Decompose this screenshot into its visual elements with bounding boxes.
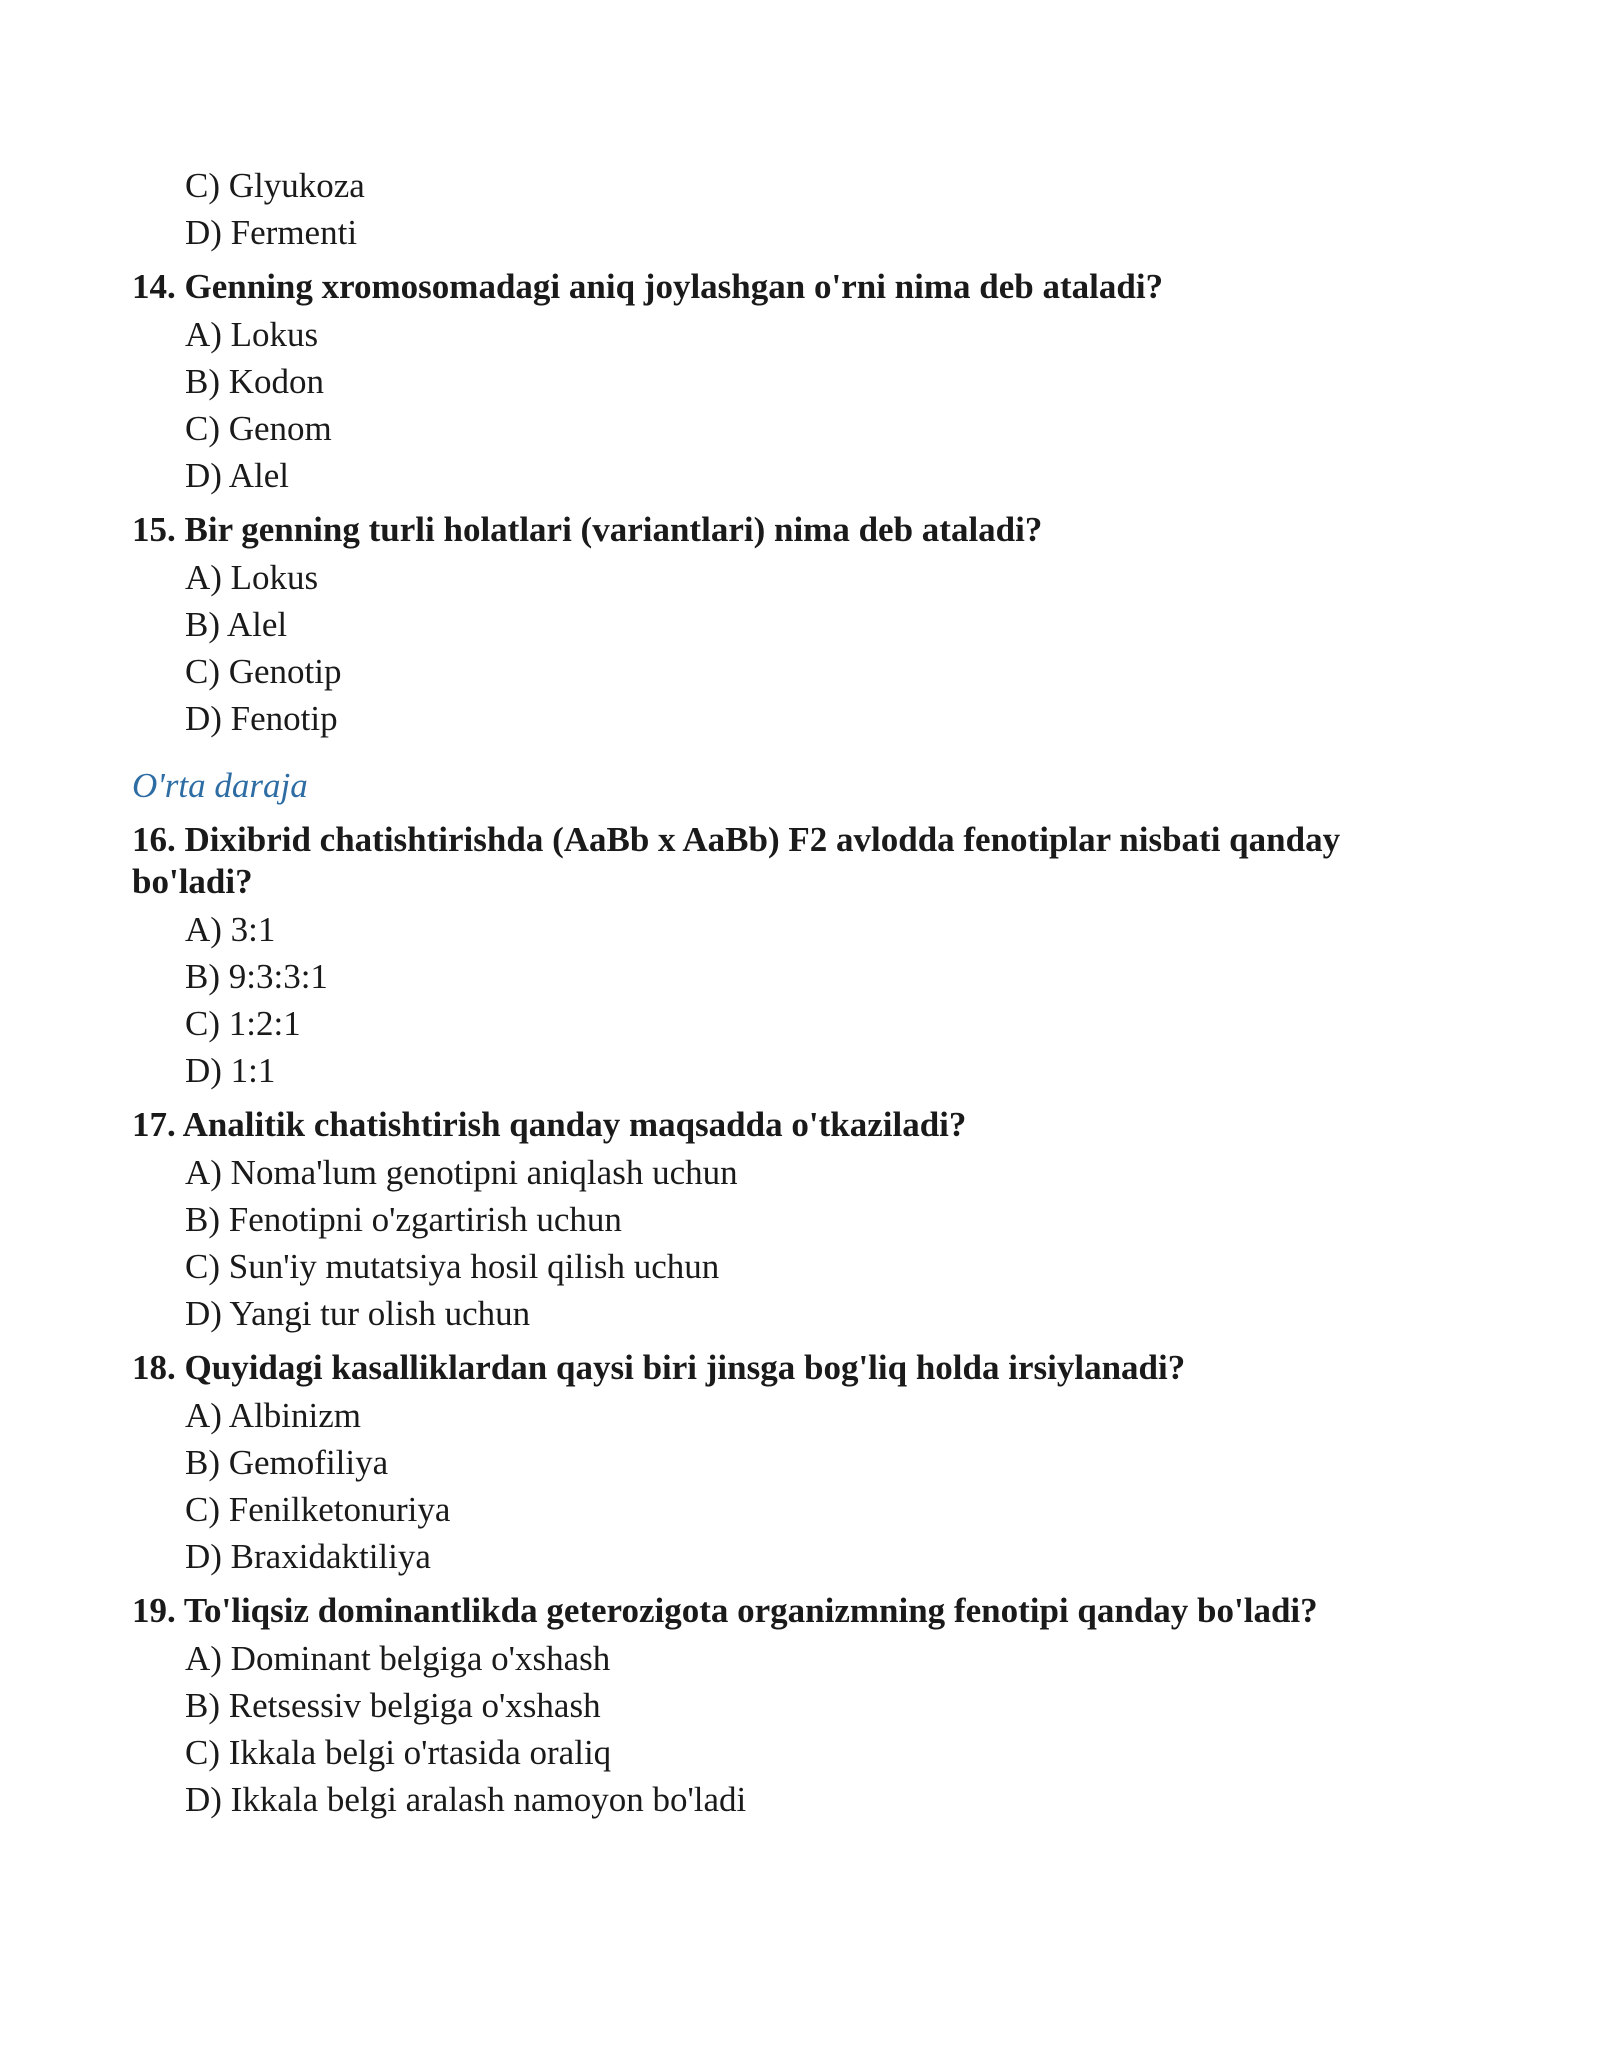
question-text: 15. Bir genning turli holatlari (variantlari) nima deb ataladi? <box>132 510 1043 549</box>
option-item: D) Alel <box>185 456 290 495</box>
option-item: A) Lokus <box>185 558 319 597</box>
answer-options <box>132 311 1450 499</box>
option-item: D) Fermenti <box>185 213 358 252</box>
section-heading: O'rta daraja <box>132 766 308 805</box>
question-text: 18. Quyidagi kasalliklardan qaysi biri jinsga bog'liq holda irsiylanadi? <box>132 1348 1186 1387</box>
answer-options <box>132 1149 1450 1337</box>
question-text: 16. Dixibrid chatishtirishda (AaBb x AaBb) F2 avlodda fenotiplar nisbati qanday bo'ladi? <box>132 820 1341 901</box>
question-block-18 <box>132 1347 1450 1580</box>
question-block-19 <box>132 1590 1450 1823</box>
question-text: 19. To'liqsiz dominantlikda geterozigota organizmning fenotipi qanday bo'ladi? <box>132 1591 1318 1630</box>
question-block-16 <box>132 819 1450 1094</box>
option-item: D) Fenotip <box>185 699 338 738</box>
option-item: D) Ikkala belgi aralash namoyon bo'ladi <box>185 1780 747 1819</box>
option-item: D) 1:1 <box>185 1051 276 1090</box>
option-item: D) Yangi tur olish uchun <box>185 1294 531 1333</box>
option-item: C) Glyukoza <box>185 166 365 205</box>
answer-options <box>132 1635 1450 1823</box>
answer-options <box>132 1392 1450 1580</box>
option-item: A) Noma'lum genotipni aniqlash uchun <box>185 1153 738 1192</box>
leading-options <box>132 162 1450 256</box>
option-item: C) Genotip <box>185 652 342 691</box>
option-item: B) Alel <box>185 605 288 644</box>
option-item: B) Retsessiv belgiga o'xshash <box>185 1686 601 1725</box>
option-item: B) Kodon <box>185 362 325 401</box>
option-item: C) 1:2:1 <box>185 1004 301 1043</box>
answer-options <box>132 906 1450 1094</box>
option-item: C) Fenilketonuriya <box>185 1490 451 1529</box>
option-item: A) Albinizm <box>185 1396 361 1435</box>
option-item: A) Lokus <box>185 315 319 354</box>
option-item: B) Fenotipni o'zgartirish uchun <box>185 1200 622 1239</box>
question-block-15 <box>132 509 1450 742</box>
question-block-17 <box>132 1104 1450 1337</box>
question-block-14 <box>132 266 1450 499</box>
question-text: 17. Analitik chatishtirish qanday maqsadda o'tkaziladi? <box>132 1105 967 1144</box>
option-item: B) Gemofiliya <box>185 1443 389 1482</box>
option-item: A) 3:1 <box>185 910 276 949</box>
answer-options <box>132 554 1450 742</box>
option-item: B) 9:3:3:1 <box>185 957 328 996</box>
option-item: D) Braxidaktiliya <box>185 1537 431 1576</box>
option-item: C) Sun'iy mutatsiya hosil qilish uchun <box>185 1247 720 1286</box>
option-item: A) Dominant belgiga o'xshash <box>185 1639 611 1678</box>
option-item: C) Ikkala belgi o'rtasida oraliq <box>185 1733 612 1772</box>
question-text: 14. Genning xromosomadagi aniq joylashgan o'rni nima deb ataladi? <box>132 267 1164 306</box>
option-item: C) Genom <box>185 409 332 448</box>
